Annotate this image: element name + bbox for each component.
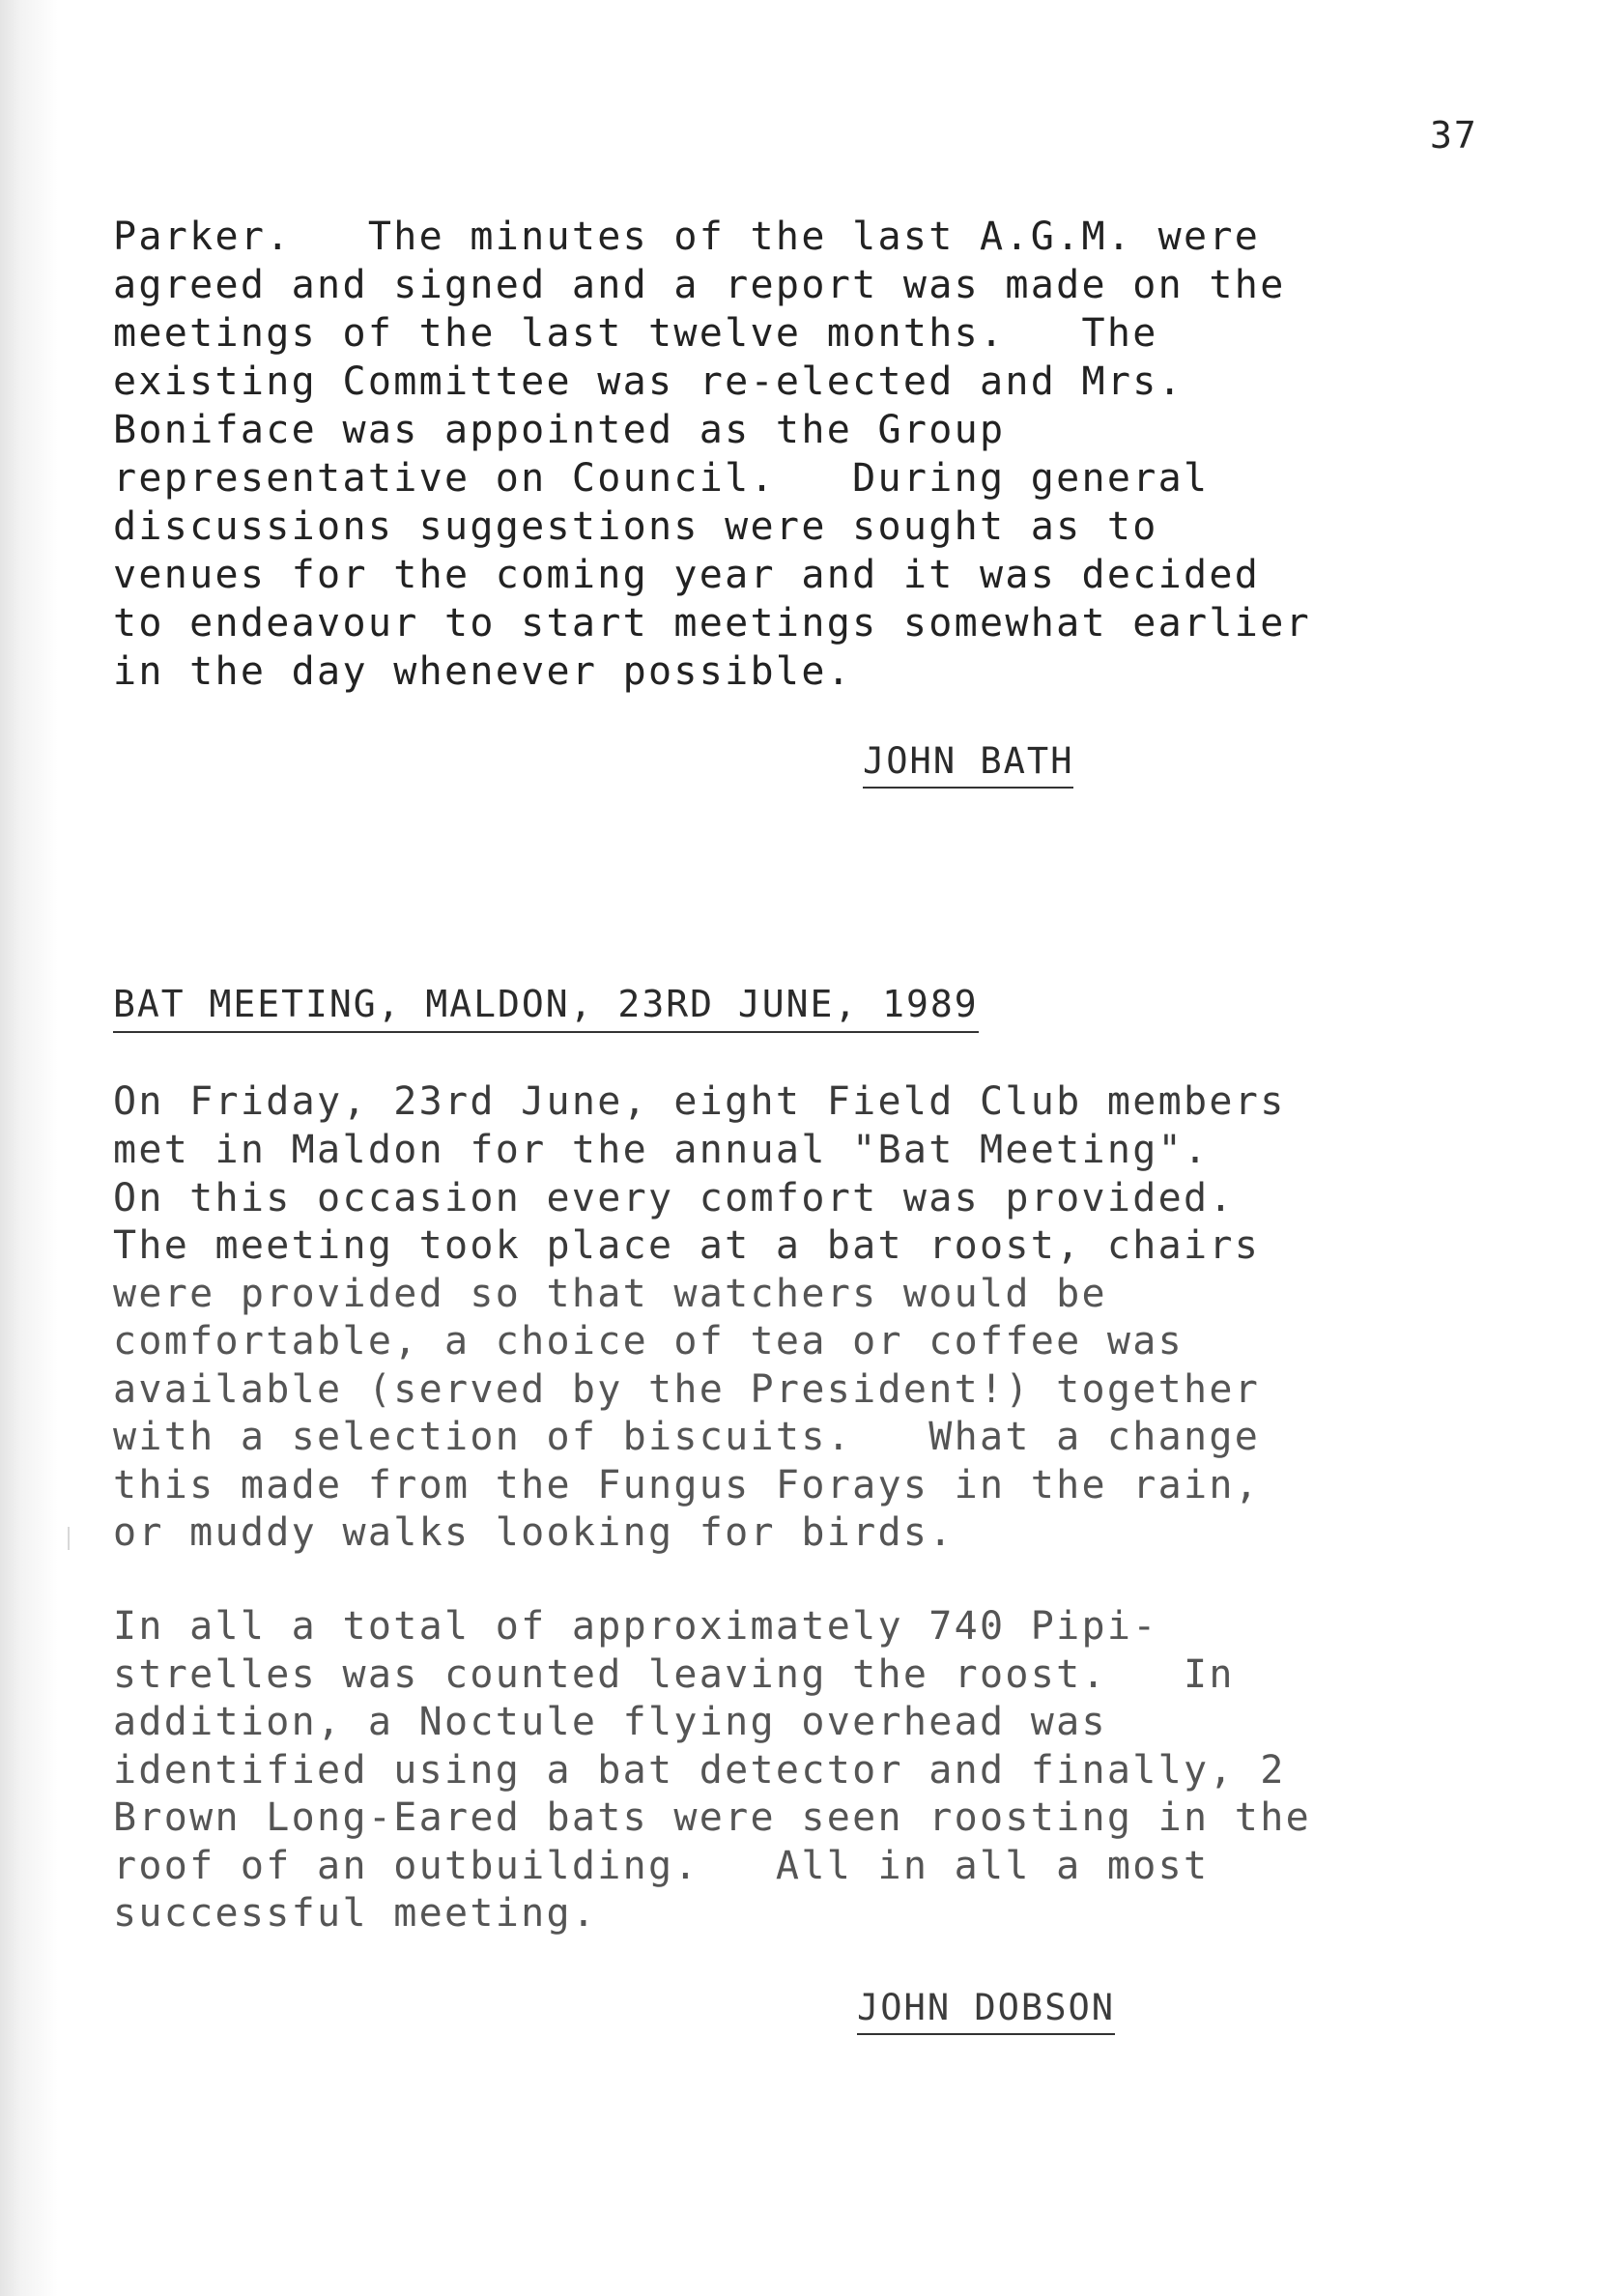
body-line: existing Committee was re-elected and Mrs. bbox=[113, 359, 1185, 404]
section-heading: BAT MEETING, MALDON, 23RD JUNE, 1989 bbox=[113, 983, 979, 1033]
body-line: On this occasion every comfort was provided. bbox=[113, 1176, 1235, 1220]
body-line: Boniface was appointed as the Group bbox=[113, 408, 1006, 452]
body-line: were provided so that watchers would be bbox=[113, 1272, 1107, 1316]
body-line: venues for the coming year and it was decided bbox=[113, 553, 1261, 597]
page-number: 37 bbox=[1430, 114, 1478, 157]
body-line: available (served by the President!) together bbox=[113, 1367, 1261, 1412]
scan-mark bbox=[68, 1527, 70, 1550]
body-line: strelles was counted leaving the roost. In bbox=[113, 1652, 1235, 1697]
body-line: Parker. The minutes of the last A.G.M. were bbox=[113, 215, 1261, 259]
signature-john-bath: JOHN BATH bbox=[863, 740, 1073, 789]
body-line: met in Maldon for the annual "Bat Meeting". bbox=[113, 1128, 1210, 1172]
body-line: this made from the Fungus Forays in the rain, bbox=[113, 1463, 1261, 1507]
body-line: The meeting took place at a bat roost, chairs bbox=[113, 1223, 1261, 1268]
body-line: successful meeting. bbox=[113, 1891, 598, 1936]
body-line: identified using a bat detector and finally, 2 bbox=[113, 1748, 1286, 1793]
body-line: roof of an outbuilding. All in all a most bbox=[113, 1844, 1210, 1888]
body-line: comfortable, a choice of tea or coffee was bbox=[113, 1319, 1185, 1363]
body-line: or muddy walks looking for birds. bbox=[113, 1510, 955, 1555]
body-line: representative on Council. During general bbox=[113, 456, 1210, 501]
body-line: with a selection of biscuits. What a change bbox=[113, 1415, 1261, 1459]
body-line: discussions suggestions were sought as to bbox=[113, 504, 1158, 549]
body-line: In all a total of approximately 740 Pipi- bbox=[113, 1604, 1158, 1649]
body-line: agreed and signed and a report was made on the bbox=[113, 263, 1286, 307]
signature-john-dobson: JOHN DOBSON bbox=[857, 1987, 1115, 2035]
body-line: in the day whenever possible. bbox=[113, 649, 853, 694]
body-line: addition, a Noctule flying overhead was bbox=[113, 1700, 1107, 1744]
body-line: to endeavour to start meetings somewhat earlier bbox=[113, 601, 1311, 646]
body-line: On Friday, 23rd June, eight Field Club members bbox=[113, 1079, 1286, 1124]
body-line: Brown Long-Eared bats were seen roosting in the bbox=[113, 1795, 1311, 1840]
body-line: meetings of the last twelve months. The bbox=[113, 311, 1158, 356]
